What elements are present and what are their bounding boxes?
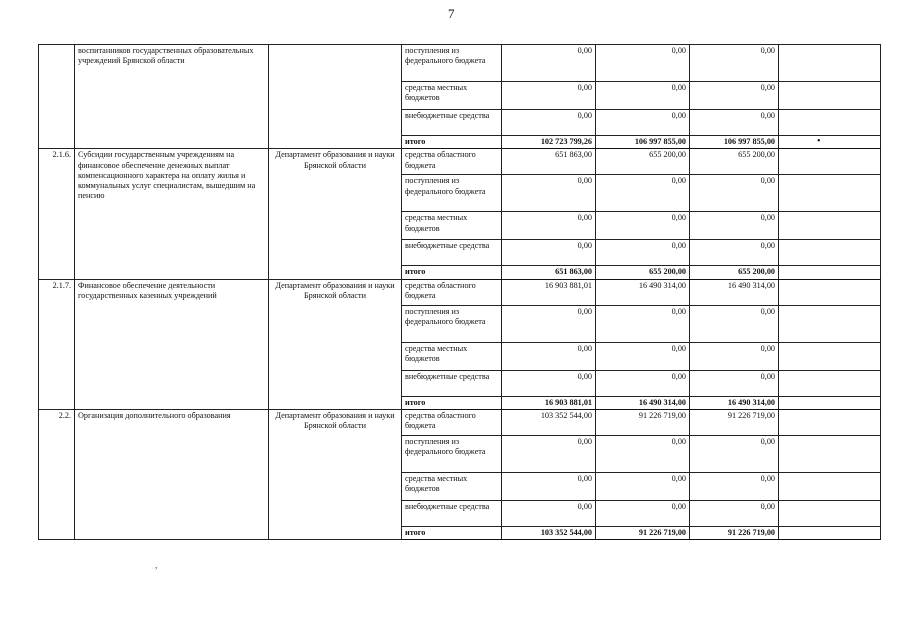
item-executor: Департамент образования и науки Брянской области: [269, 279, 402, 409]
amount-year-3: 0,00: [690, 435, 779, 472]
extra-column: [779, 45, 881, 82]
extra-column: [779, 266, 881, 279]
funding-source: средства местных бюджетов: [402, 212, 502, 240]
item-number: 2.2.: [39, 409, 75, 539]
extra-column: [779, 82, 881, 110]
funding-source: итого: [402, 526, 502, 539]
amount-year-3: 0,00: [690, 342, 779, 370]
item-number: [39, 45, 75, 149]
funding-source: внебюджетные средства: [402, 370, 502, 396]
budget-table: [38, 44, 881, 540]
funding-source: внебюджетные средства: [402, 500, 502, 526]
amount-year-1: 16 903 881,01: [502, 396, 596, 409]
amount-year-3: 0,00: [690, 240, 779, 266]
item-executor: [269, 45, 402, 149]
funding-source: средства местных бюджетов: [402, 472, 502, 500]
amount-year-1: 651 863,00: [502, 149, 596, 175]
page-number: 7: [448, 6, 455, 21]
amount-year-3: 16 490 314,00: [690, 396, 779, 409]
funding-source: внебюджетные средства: [402, 110, 502, 136]
extra-column: [779, 409, 881, 435]
extra-column: [779, 472, 881, 500]
table-row: [39, 45, 881, 82]
amount-year-1: 0,00: [502, 175, 596, 212]
item-name: воспитанников государственных образовательных учреждений Брянской области: [75, 45, 269, 149]
item-name: Субсидии государственным учреждениям на финансовое обеспечение денежных выплат компенсационного характера на оплату жилья и коммунальных услуг специалистам, вышедшим на пенсию: [75, 149, 269, 279]
amount-year-2: 0,00: [596, 82, 690, 110]
item-name: Финансовое обеспечение деятельности государственных казенных учреждений: [75, 279, 269, 409]
item-name: Организация дополнительного образования: [75, 409, 269, 539]
amount-year-2: 0,00: [596, 240, 690, 266]
stray-mark-bottom: ,: [155, 560, 158, 571]
amount-year-3: 0,00: [690, 305, 779, 342]
amount-year-2: 16 490 314,00: [596, 396, 690, 409]
funding-source: средства областного бюджета: [402, 279, 502, 305]
amount-year-1: 0,00: [502, 472, 596, 500]
amount-year-1: 0,00: [502, 342, 596, 370]
amount-year-3: 0,00: [690, 45, 779, 82]
amount-year-2: 16 490 314,00: [596, 279, 690, 305]
amount-year-1: 102 723 799,26: [502, 136, 596, 149]
amount-year-3: 16 490 314,00: [690, 279, 779, 305]
extra-column: [779, 279, 881, 305]
amount-year-2: 0,00: [596, 435, 690, 472]
funding-source: поступления из федерального бюджета: [402, 435, 502, 472]
amount-year-3: 0,00: [690, 175, 779, 212]
amount-year-3: 91 226 719,00: [690, 409, 779, 435]
amount-year-2: 0,00: [596, 45, 690, 82]
amount-year-2: 91 226 719,00: [596, 526, 690, 539]
amount-year-3: 655 200,00: [690, 149, 779, 175]
amount-year-2: 0,00: [596, 500, 690, 526]
amount-year-3: 0,00: [690, 472, 779, 500]
amount-year-2: 91 226 719,00: [596, 409, 690, 435]
table-row: [39, 279, 881, 305]
funding-source: внебюджетные средства: [402, 240, 502, 266]
amount-year-2: 655 200,00: [596, 149, 690, 175]
funding-source: итого: [402, 136, 502, 149]
amount-year-2: 0,00: [596, 110, 690, 136]
amount-year-1: 0,00: [502, 240, 596, 266]
funding-source: поступления из федерального бюджета: [402, 45, 502, 82]
extra-column: [779, 305, 881, 342]
amount-year-2: 0,00: [596, 342, 690, 370]
extra-column: [779, 342, 881, 370]
item-number: 2.1.6.: [39, 149, 75, 279]
amount-year-2: 0,00: [596, 370, 690, 396]
extra-column: [779, 149, 881, 175]
funding-source: поступления из федерального бюджета: [402, 305, 502, 342]
extra-column: [779, 240, 881, 266]
amount-year-3: 0,00: [690, 212, 779, 240]
table-row: [39, 409, 881, 435]
amount-year-3: 0,00: [690, 370, 779, 396]
amount-year-1: 0,00: [502, 45, 596, 82]
amount-year-3: 0,00: [690, 500, 779, 526]
funding-source: средства областного бюджета: [402, 409, 502, 435]
item-executor: Департамент образования и науки Брянской области: [269, 149, 402, 279]
table-row: [39, 149, 881, 175]
amount-year-1: 0,00: [502, 212, 596, 240]
amount-year-1: 651 863,00: [502, 266, 596, 279]
item-number: 2.1.7.: [39, 279, 75, 409]
extra-column: [779, 110, 881, 136]
amount-year-1: 0,00: [502, 82, 596, 110]
amount-year-2: 0,00: [596, 472, 690, 500]
extra-column: [779, 435, 881, 472]
extra-column: [779, 136, 881, 149]
stray-mark: •: [817, 136, 821, 147]
amount-year-1: 0,00: [502, 110, 596, 136]
amount-year-3: 91 226 719,00: [690, 526, 779, 539]
amount-year-1: 0,00: [502, 305, 596, 342]
funding-source: итого: [402, 396, 502, 409]
funding-source: средства областного бюджета: [402, 149, 502, 175]
amount-year-2: 0,00: [596, 305, 690, 342]
amount-year-1: 0,00: [502, 435, 596, 472]
amount-year-1: 16 903 881,01: [502, 279, 596, 305]
amount-year-3: 655 200,00: [690, 266, 779, 279]
funding-source: средства местных бюджетов: [402, 342, 502, 370]
amount-year-1: 0,00: [502, 500, 596, 526]
amount-year-3: 0,00: [690, 82, 779, 110]
funding-source: итого: [402, 266, 502, 279]
amount-year-2: 655 200,00: [596, 266, 690, 279]
amount-year-1: 103 352 544,00: [502, 526, 596, 539]
funding-source: поступления из федерального бюджета: [402, 175, 502, 212]
extra-column: [779, 175, 881, 212]
funding-source: средства местных бюджетов: [402, 82, 502, 110]
amount-year-2: 0,00: [596, 212, 690, 240]
amount-year-3: 106 997 855,00: [690, 136, 779, 149]
amount-year-3: 0,00: [690, 110, 779, 136]
extra-column: [779, 500, 881, 526]
extra-column: [779, 526, 881, 539]
extra-column: [779, 396, 881, 409]
amount-year-2: 106 997 855,00: [596, 136, 690, 149]
item-executor: Департамент образования и науки Брянской области: [269, 409, 402, 539]
amount-year-2: 0,00: [596, 175, 690, 212]
extra-column: [779, 370, 881, 396]
amount-year-1: 0,00: [502, 370, 596, 396]
extra-column: [779, 212, 881, 240]
amount-year-1: 103 352 544,00: [502, 409, 596, 435]
